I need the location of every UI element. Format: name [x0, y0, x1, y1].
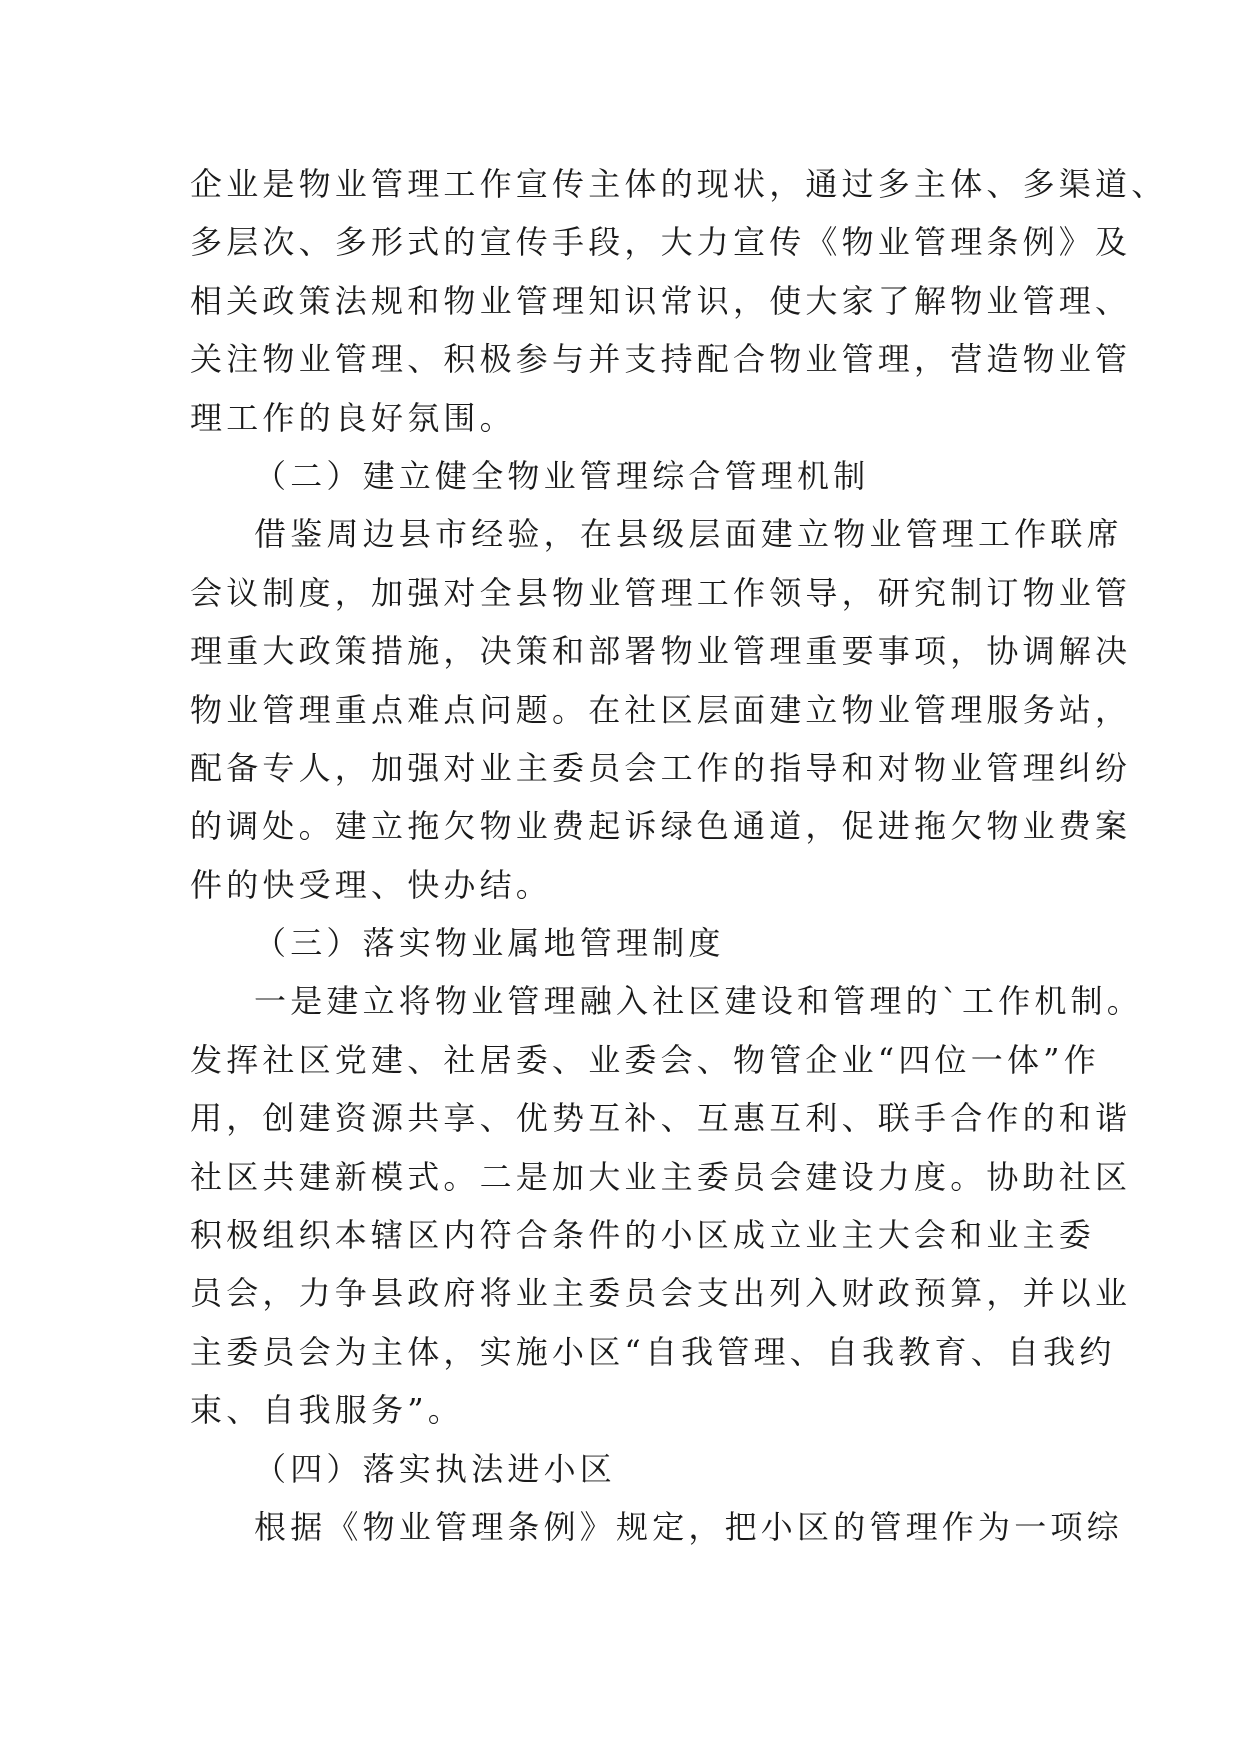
paragraph-line: 件的快受理、快办结。 [190, 865, 553, 904]
paragraph-line: 积极组织本辖区内符合条件的小区成立业主大会和业主委 [190, 1216, 1096, 1255]
section-heading-4: （四）落实执法进小区 [254, 1449, 617, 1488]
paragraph-line: 的调处。建立拖欠物业费起诉绿色通道，促进拖欠物业费案 [190, 807, 1132, 846]
section-heading-3: （三）落实物业属地管理制度 [254, 924, 725, 963]
paragraph-line: 配备专人，加强对业主委员会工作的指导和对物业管理纠纷 [190, 748, 1132, 787]
paragraph-line: 多层次、多形式的宣传手段，大力宣传《物业管理条例》及 [190, 223, 1132, 262]
paragraph-line: 一是建立将物业管理融入社区建设和管理的`工作机制。 [254, 982, 1144, 1021]
paragraph-line: 社区共建新模式。二是加大业主委员会建设力度。协助社区 [190, 1157, 1132, 1196]
paragraph-line: 根据《物业管理条例》规定，把小区的管理作为一项综 [254, 1507, 1123, 1546]
document-body [190, 155, 1168, 1556]
paragraph-line: 主委员会为主体，实施小区“自我管理、自我教育、自我约 [190, 1332, 1116, 1371]
paragraph-line: 理工作的良好氛围。 [190, 398, 516, 437]
paragraph-line: 束、自我服务”。 [190, 1391, 464, 1430]
paragraph-line: 企业是物业管理工作宣传主体的现状，通过多主体、多渠道、 [190, 165, 1168, 203]
paragraph-line: 员会，力争县政府将业主委员会支出列入财政预算，并以业 [190, 1274, 1132, 1313]
section-heading-2: （二）建立健全物业管理综合管理机制 [254, 456, 870, 495]
paragraph-line: 发挥社区党建、社居委、业委会、物管企业“四位一体”作 [190, 1040, 1100, 1079]
paragraph-line: 借鉴周边县市经验，在县级层面建立物业管理工作联席 [254, 515, 1123, 554]
paragraph-line: 用，创建资源共享、优势互补、互惠互利、联手合作的和谐 [190, 1099, 1132, 1138]
paragraph-line: 会议制度，加强对全县物业管理工作领导，研究制订物业管 [190, 573, 1132, 612]
paragraph-line: 相关政策法规和物业管理知识常识，使大家了解物业管理、 [190, 281, 1132, 320]
paragraph-line: 物业管理重点难点问题。在社区层面建立物业管理服务站， [190, 690, 1132, 729]
paragraph-line: 关注物业管理、积极参与并支持配合物业管理，营造物业管 [190, 340, 1132, 379]
paragraph-line: 理重大政策措施，决策和部署物业管理重要事项，协调解决 [190, 632, 1132, 671]
